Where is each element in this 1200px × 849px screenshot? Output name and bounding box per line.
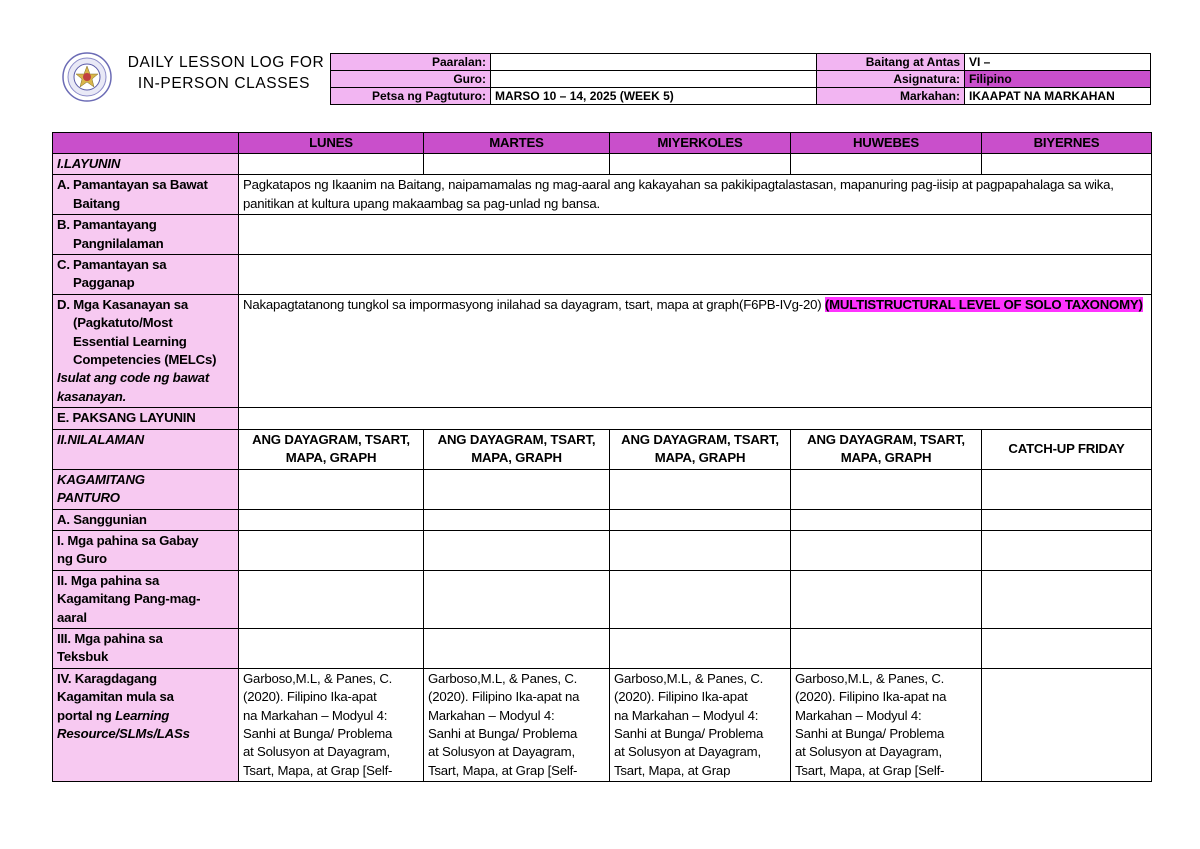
reference-huwebes[interactable] (791, 668, 982, 781)
row-label-text: (Pagkatuto/Most (73, 315, 173, 331)
row-letter: B. (57, 217, 70, 233)
cell[interactable] (982, 154, 1152, 175)
reference-line: at Solusyon at Dayagram, (614, 744, 761, 760)
cell[interactable] (239, 570, 424, 628)
reference-line: at Solusyon at Dayagram, (428, 744, 575, 760)
row-label-text: D. Mga Kasanayan sa (57, 296, 189, 312)
cell[interactable] (239, 509, 424, 530)
cell[interactable] (424, 154, 610, 175)
reference-line: Garboso,M.L, & Panes, C. (243, 670, 393, 686)
row-label-text: Baitang (73, 195, 120, 211)
row-label-note: kasanayan. (57, 388, 127, 404)
grade-label: Baitang at Antas (817, 54, 965, 71)
row-label-text: Kagamitang Pang-mag- (57, 591, 201, 607)
cell[interactable] (239, 530, 424, 570)
cell[interactable] (791, 570, 982, 628)
cell[interactable] (791, 509, 982, 530)
topic-huwebes[interactable]: ANG DAYAGRAM, TSART, MAPA, GRAPH (791, 429, 982, 469)
day-header-miyerkoles: MIYERKOLES (610, 133, 791, 154)
date-label: Petsa ng Pagtuturo: (331, 88, 491, 105)
cell[interactable] (239, 154, 424, 175)
row-label-pagganap (53, 255, 239, 295)
cell[interactable] (791, 628, 982, 668)
teacher-value[interactable] (491, 71, 817, 88)
day-header-lunes: LUNES (239, 133, 424, 154)
row-kasanayan (53, 294, 1152, 407)
row-label-note: Isulat ang code ng bawat (57, 370, 210, 386)
reference-line: Garboso,M.L, & Panes, C. (795, 670, 945, 686)
cell[interactable] (610, 628, 791, 668)
reference-martes[interactable] (424, 668, 610, 781)
reference-line: Tsart, Mapa, at Grap [Self- (428, 762, 578, 778)
reference-line: Tsart, Mapa, at Grap [Self- (243, 762, 393, 778)
school-value[interactable] (491, 54, 817, 71)
row-label-nilalaman: II.NILALAMAN (53, 429, 239, 469)
row-kagamitang-pang-mag-aaral (53, 570, 1152, 628)
row-label-text: Pamantayang (73, 217, 157, 233)
row-label-text (57, 707, 234, 725)
row-label-pamantayan-baitang (53, 175, 239, 215)
cell[interactable] (610, 530, 791, 570)
row-label-karagdagang-kagamitan (53, 668, 239, 781)
quarter-value[interactable]: IKAAPAT NA MARKAHAN (965, 88, 1151, 105)
row-label-paksang-layunin: E. PAKSANG LAYUNIN (53, 408, 239, 429)
reference-line: Garboso,M.L, & Panes, C. (614, 670, 764, 686)
row-kagamitang-panturo (53, 469, 1152, 509)
topic-miyerkoles[interactable]: ANG DAYAGRAM, TSART, MAPA, GRAPH (610, 429, 791, 469)
document-title (118, 52, 330, 108)
reference-lunes[interactable] (239, 668, 424, 781)
cell[interactable] (982, 570, 1152, 628)
row-label-gabay-guro (53, 530, 239, 570)
paksang-layunin-cell[interactable] (239, 408, 1152, 429)
kasanayan-cell[interactable] (239, 294, 1152, 407)
school-label: Paaralan: (331, 54, 491, 71)
row-label-text: KAGAMITANG (57, 471, 145, 487)
cell[interactable] (791, 530, 982, 570)
row-gabay-guro (53, 530, 1152, 570)
reference-line: Sanhi at Bunga/ Problema (795, 725, 945, 741)
row-label-text: Competencies (MELCs) (73, 352, 217, 368)
row-layunin (53, 154, 1152, 175)
header-info-table (330, 53, 1151, 105)
cell[interactable] (424, 570, 610, 628)
cell[interactable] (610, 570, 791, 628)
grade-value[interactable]: VI – (965, 54, 1151, 71)
row-pamantayang-pangnilalaman (53, 215, 1152, 255)
topic-martes[interactable]: ANG DAYAGRAM, TSART, MAPA, GRAPH (424, 429, 610, 469)
subject-value[interactable]: Filipino (965, 71, 1151, 88)
cell[interactable] (424, 509, 610, 530)
reference-line: Garboso,M.L, & Panes, C. (428, 670, 578, 686)
row-label-text: Essential Learning (73, 333, 187, 349)
topic-biyernes[interactable]: CATCH-UP FRIDAY (982, 429, 1152, 469)
reference-line: Tsart, Mapa, at Grap [Self- (795, 762, 945, 778)
row-label-text: aaral (57, 609, 87, 625)
row-karagdagang-kagamitan (53, 668, 1152, 781)
row-sanggunian (53, 509, 1152, 530)
title-line-2: IN-PERSON CLASSES (137, 75, 311, 92)
row-label-text: I. Mga pahina sa Gabay (57, 532, 199, 548)
pangnilalaman-cell[interactable] (239, 215, 1152, 255)
row-label-text: Resource/SLMs/LASs (57, 725, 190, 741)
title-line-1: DAILY LESSON LOG FOR (127, 54, 325, 71)
reference-line: at Solusyon at Dayagram, (243, 744, 390, 760)
row-letter: C. (57, 257, 70, 273)
reference-line: Markahan – Modyul 4: (428, 707, 555, 723)
row-label-text: Pamantayan sa (73, 257, 167, 273)
cell[interactable] (424, 530, 610, 570)
lesson-plan-grid (52, 132, 1152, 782)
row-label-text: Teksbuk (57, 649, 109, 665)
deped-seal-icon (62, 52, 112, 102)
row-label-text: IV. Karagdagang (57, 670, 157, 686)
subject-label: Asignatura: (817, 71, 965, 88)
reference-line: na Markahan – Modyul 4: (243, 707, 388, 723)
cell[interactable] (791, 154, 982, 175)
teacher-label: Guro: (331, 71, 491, 88)
row-label-kasanayan (53, 294, 239, 407)
reference-line: Sanhi at Bunga/ Problema (428, 725, 578, 741)
reference-biyernes[interactable] (982, 668, 1152, 781)
row-label-teksbuk (53, 628, 239, 668)
cell[interactable] (982, 628, 1152, 668)
topic-lunes[interactable]: ANG DAYAGRAM, TSART, MAPA, GRAPH (239, 429, 424, 469)
corner-cell (53, 133, 239, 154)
cell[interactable] (791, 469, 982, 509)
day-header-huwebes: HUWEBES (791, 133, 982, 154)
row-letter: A. (57, 177, 70, 193)
row-label-text: ng Guro (57, 551, 107, 567)
row-label-pang-mag-aaral (53, 570, 239, 628)
cell[interactable] (982, 469, 1152, 509)
quarter-label: Markahan: (817, 88, 965, 105)
row-label-text: II. Mga pahina sa (57, 572, 160, 588)
reference-line: na Markahan – Modyul 4: (614, 707, 759, 723)
pagganap-cell[interactable] (239, 255, 1152, 295)
date-value[interactable]: MARSO 10 – 14, 2025 (WEEK 5) (491, 88, 817, 105)
row-pamantayan-baitang (53, 175, 1152, 215)
day-header-martes: MARTES (424, 133, 610, 154)
reference-line: (2020). Filipino Ika-apat na (795, 689, 947, 705)
row-label-text: III. Mga pahina sa (57, 630, 163, 646)
reference-line: Tsart, Mapa, at Grap (614, 762, 731, 778)
row-label-text: Learning (115, 707, 170, 723)
row-pamantayan-pagganap (53, 255, 1152, 295)
reference-line: at Solusyon at Dayagram, (795, 744, 942, 760)
cell[interactable] (610, 154, 791, 175)
row-label-pangnilalaman (53, 215, 239, 255)
row-label-text: Kagamitan mula sa (57, 689, 174, 705)
reference-miyerkoles[interactable] (610, 668, 791, 781)
row-label-text: Pamantayan sa Bawat (73, 177, 208, 193)
row-teksbuk (53, 628, 1152, 668)
cell[interactable] (424, 469, 610, 509)
cell[interactable] (610, 469, 791, 509)
cell[interactable] (424, 628, 610, 668)
row-label-kagamitang-panturo (53, 469, 239, 509)
day-header-biyernes: BIYERNES (982, 133, 1152, 154)
row-label-text: PANTURO (57, 490, 120, 506)
reference-line: Markahan – Modyul 4: (795, 707, 922, 723)
reference-line: (2020). Filipino Ika-apat na (428, 689, 580, 705)
solo-taxonomy-highlight: (MULTISTRUCTURAL LEVEL OF SOLO TAXONOMY) (824, 296, 1143, 312)
row-nilalaman (53, 429, 1152, 469)
pamantayan-baitang-text[interactable]: Pagkatapos ng Ikaanim na Baitang, naipamamalas ng mag-aaral ang kakayahan sa pakikipagtalastasan, mapanuring pag-iisip at pagpapahalaga sa wika, panitikan at kultura upang makaambag sa pag-unlad ng bansa. (239, 175, 1152, 215)
cell[interactable] (239, 628, 424, 668)
row-label-text: portal ng (57, 707, 116, 723)
row-label-sanggunian: A. Sanggunian (53, 509, 239, 530)
row-paksang-layunin (53, 408, 1152, 429)
reference-line: Sanhi at Bunga/ Problema (614, 725, 764, 741)
cell[interactable] (610, 509, 791, 530)
reference-line: Sanhi at Bunga/ Problema (243, 725, 393, 741)
reference-line: (2020). Filipino Ika-apat (614, 689, 748, 705)
cell[interactable] (982, 509, 1152, 530)
day-header-row (53, 133, 1152, 154)
reference-line: (2020). Filipino Ika-apat (243, 689, 377, 705)
row-label-layunin: I.LAYUNIN (53, 154, 239, 175)
row-label-text: Pangnilalaman (73, 235, 164, 251)
row-label-text: Pagganap (73, 275, 135, 291)
cell[interactable] (982, 530, 1152, 570)
kasanayan-text: Nakapagtatanong tungkol sa impormasyong inilahad sa dayagram, tsart, mapa at graph(F6PB-IVg-20) (243, 296, 825, 312)
cell[interactable] (239, 469, 424, 509)
